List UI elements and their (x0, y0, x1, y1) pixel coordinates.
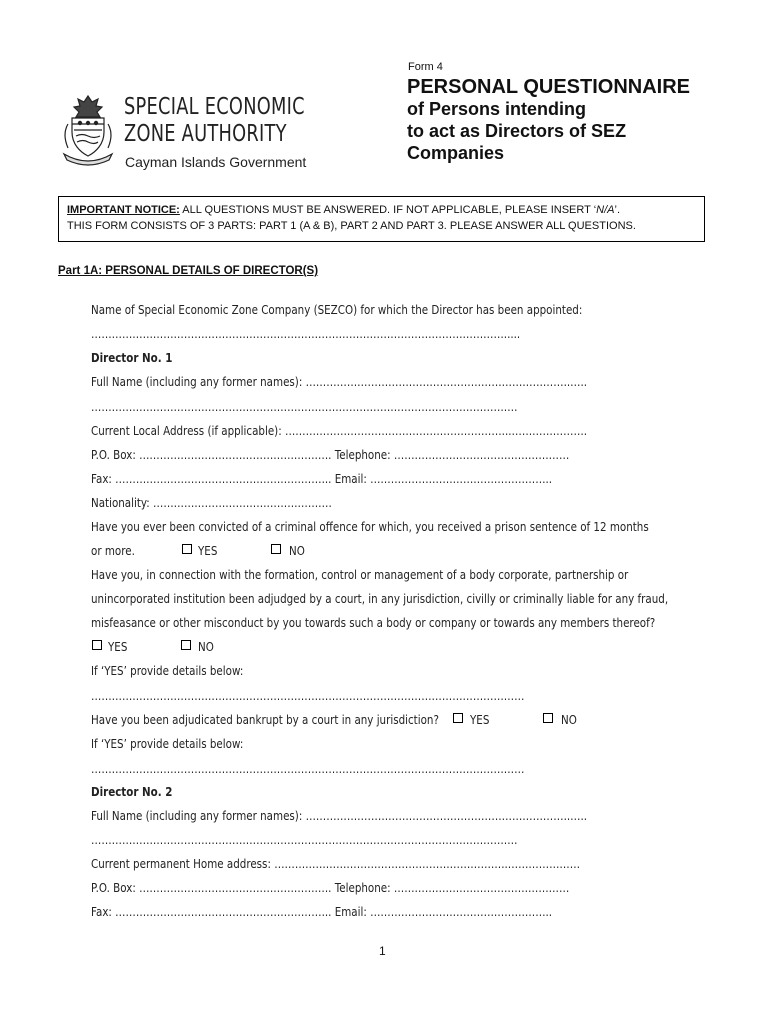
liability-yes-checkbox[interactable] (92, 640, 102, 650)
liability-no-checkbox[interactable] (181, 640, 191, 650)
notice-label: IMPORTANT NOTICE: (67, 204, 180, 216)
coat-of-arms-logo (58, 94, 118, 168)
notice-line-1: IMPORTANT NOTICE: ALL QUESTIONS MUST BE ANSWERED. IF NOT APPLICABLE, PLEASE INSERT ‘N/A’. (67, 204, 620, 216)
director-1-heading: Director No. 1 (91, 351, 173, 365)
sezco-answer-field[interactable]: …………………………………………………………………………………………………………..... (91, 327, 521, 341)
director-1-fax-email-field[interactable]: Fax: ……………………………………………………... Email: …………………………………………….. (91, 472, 553, 486)
liability-question-line-3: misfeasance or other misconduct by you towards such a body or company or towards any members thereof? (91, 616, 656, 630)
liability-details-label: If ‘YES’ provide details below: (91, 664, 244, 678)
part-1a-heading: Part 1A: PERSONAL DETAILS OF DIRECTOR(S) (58, 265, 319, 277)
form-number: Form 4 (408, 61, 443, 73)
bankrupt-details-field[interactable]: ……………………………………………………………………………………………………………… (91, 762, 525, 776)
director-1-pobox-telephone-field[interactable]: P.O. Box: ……………………………………………….. Telephone: …………………………………………… (91, 448, 570, 462)
criminal-no-checkbox[interactable] (271, 544, 281, 554)
liability-question-line-1: Have you, in connection with the formation, control or management of a body corporate, partnership or (91, 568, 629, 582)
important-notice-box (58, 196, 705, 242)
sezco-question: Name of Special Economic Zone Company (SEZCO) for which the Director has been appointed: (91, 303, 583, 317)
director-1-fullname-continued-field[interactable]: ……………………………………………………………………………………………………………. (91, 400, 518, 414)
liability-details-field[interactable]: ……………………………………………………………………………………………………………… (91, 689, 525, 703)
liability-no-label: NO (198, 640, 214, 654)
director-2-heading: Director No. 2 (91, 785, 173, 799)
notice-line-2: THIS FORM CONSISTS OF 3 PARTS: PART 1 (A & B), PART 2 AND PART 3. PLEASE ANSWER ALL QUESTIONS. (67, 220, 636, 232)
criminal-yes-checkbox[interactable] (182, 544, 192, 554)
criminal-offence-question-end: or more. (91, 544, 135, 558)
bankrupt-question: Have you been adjudicated bankrupt by a court in any jurisdiction? (91, 713, 439, 727)
form-title: PERSONAL QUESTIONNAIRE of Persons intending to act as Directors of SEZ Companies (407, 76, 690, 163)
director-1-fullname-field[interactable]: Full Name (including any former names): …………………………………………………………………..….. (91, 375, 588, 389)
criminal-offence-question: Have you ever been convicted of a criminal offence for which, you received a prison sentence of 12 months (91, 520, 649, 534)
bankrupt-no-checkbox[interactable] (543, 713, 553, 723)
director-2-fullname-continued-field[interactable]: ……………………………………………………………………………………………………………. (91, 833, 518, 847)
liability-yes-label: YES (108, 640, 128, 654)
director-2-fax-email-field[interactable]: Fax: ……………………………………………………... Email: …………………………………………….. (91, 905, 553, 919)
organization-subtitle: Cayman Islands Government (125, 154, 307, 170)
page-number: 1 (379, 944, 386, 958)
liability-question-line-2: unincorporated institution been adjudged by a court, in any jurisdiction, civilly or criminally liable for any fraud, (91, 592, 669, 606)
director-2-fullname-field[interactable]: Full Name (including any former names): …………………………………………………………………..….. (91, 809, 588, 823)
director-1-address-field[interactable]: Current Local Address (if applicable): ………………………………………………………...…………………. (91, 424, 588, 438)
director-1-nationality-field[interactable]: Nationality: ……………………………………………. (91, 496, 332, 510)
director-2-pobox-telephone-field[interactable]: P.O. Box: ……………………………………………….. Telephone: …………………………………………… (91, 881, 570, 895)
director-2-address-field[interactable]: Current permanent Home address: …………………………………………………………..………………… (91, 857, 581, 871)
bankrupt-details-label: If ‘YES’ provide details below: (91, 737, 244, 751)
bankrupt-no-label: NO (561, 713, 577, 727)
organization-name: SPECIAL ECONOMIC ZONE AUTHORITY (124, 94, 305, 147)
criminal-no-label: NO (289, 544, 305, 558)
bankrupt-yes-checkbox[interactable] (453, 713, 463, 723)
bankrupt-yes-label: YES (470, 713, 490, 727)
criminal-yes-label: YES (198, 544, 218, 558)
